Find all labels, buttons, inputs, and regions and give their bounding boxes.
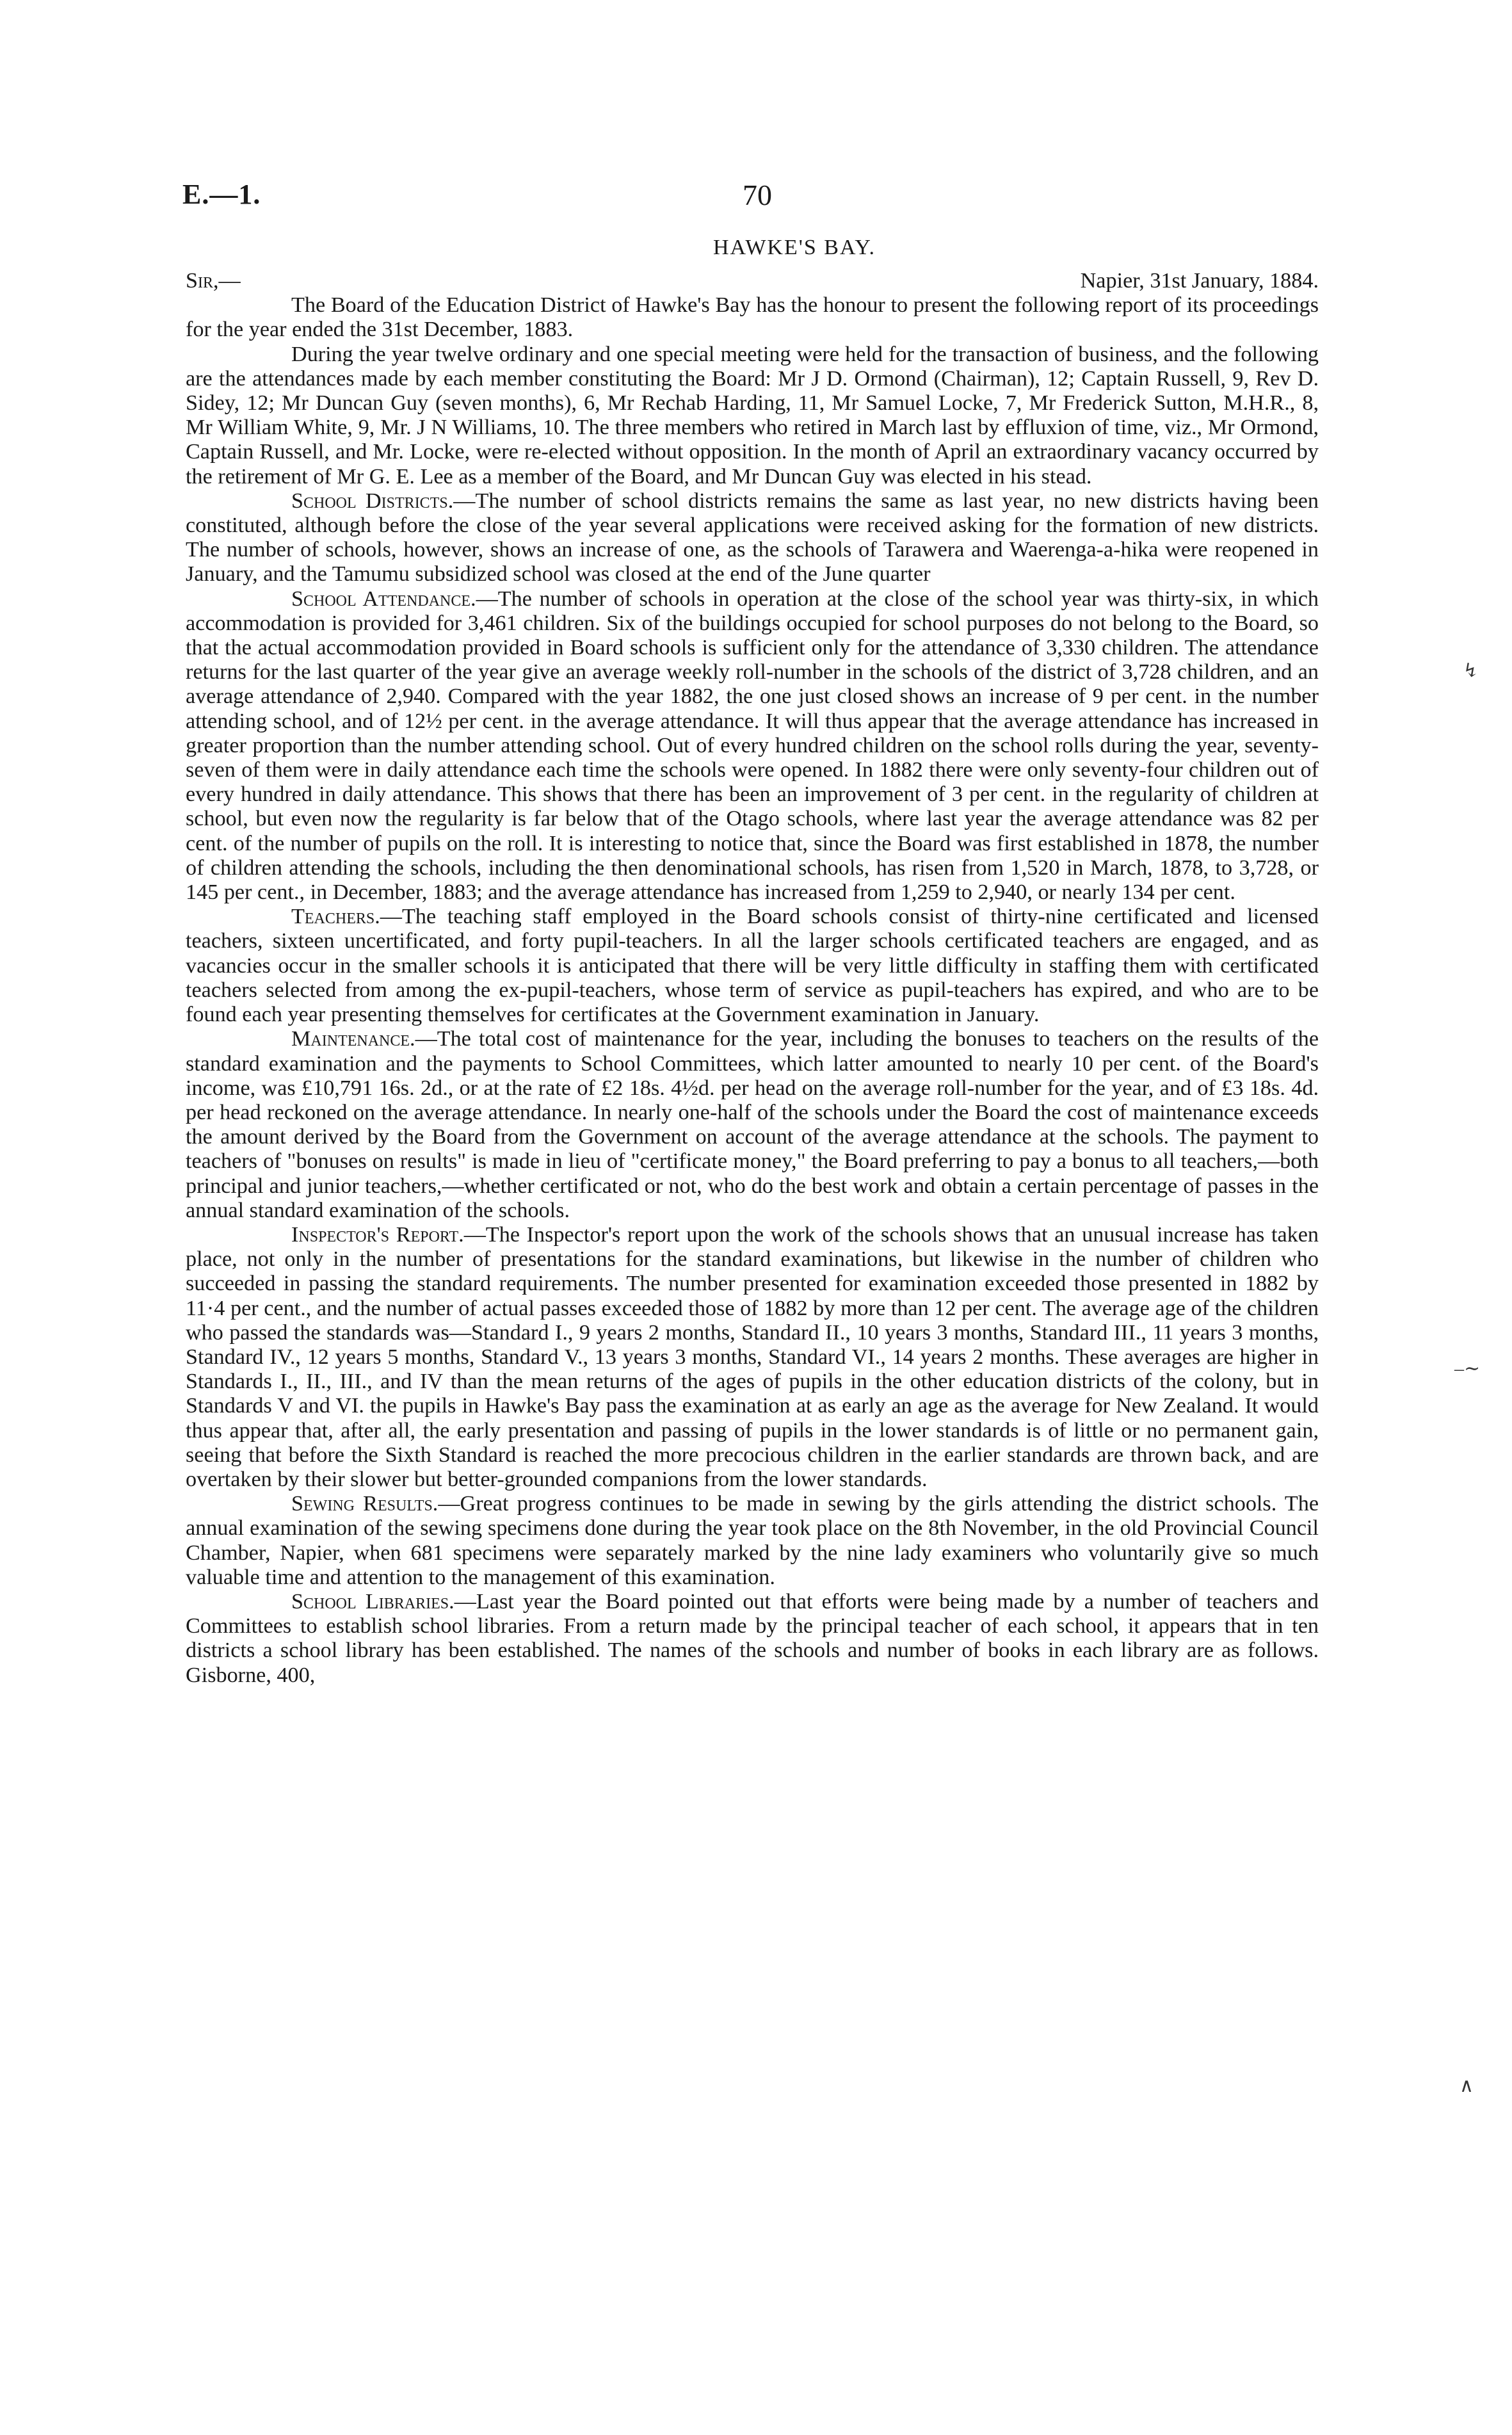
paragraph-text: —The number of schools in operation at the close of the school year was thirty-six, in which accommodation is provided for 3,461 children. Six of the buildings occupied for school purposes do not belong to the Board, so that the actual accommodation provided in Board schools is sufficient only for the attendance of 3,330 children. The attendance returns for the last quarter of the year give an average weekly roll-number in the schools of the district of 3,728 children, and an average attendance of 2,940. Compared with the year 1882, the one just closed shows an increase of 9 per cent. in the number attending school, and of 12½ per cent. in the average attendance. It will thus appear that the average attendance has increased in greater proportion than the number attending school. Out of every hundred children on the school rolls during the year, seventy-seven of them were in daily attendance each time the schools were opened. In 1882 there were only seventy-four children out of every hundred in daily attendance. This shows that there has been an improvement of 3 per cent. in the regularity of children at school, but even now the regularity is far below that of the Otago schools, where last year the average attendance was 82 per cent. of the number of pupils on the roll. It is interesting to notice that, since the Board was first established in 1878, the number of children attending the schools, including the then denominational schools, has risen from 1,520 in March, 1878, to 3,728, or 145 per cent., in December, 1883; and the average attendance has increased from 1,259 to 2,940, or nearly 134 per cent.: [186, 587, 1319, 905]
paragraph-maintenance: [186, 1027, 1319, 1223]
paragraph-text: —The total cost of maintenance for the year, including the bonuses to teachers on the results of the standard examination and the payments to School Committees, which latter amounted to nearly 10 per cent. of the Board's income, was £10,791 16s. 2d., or at the rate of £2 18s. 4½d. per head on the average roll-number for the year, and of £3 18s. 4d. per head reckoned on the average attendance. In nearly one-half of the schools under the Board the cost of maintenance exceeds the amount derived by the Board from the Government on account of the average attendance at the schools. The payment to teachers of "bonuses on results" is made in lieu of "certificate money," the Board preferring to pay a bonus to all teachers,—both principal and junior teachers,—whether certificated or not, who do the best work and obtain a certain percentage of passes in the annual standard examination of the schools.: [186, 1027, 1319, 1222]
paragraph-school-attendance: [186, 587, 1319, 905]
paragraph-heading: School Attendance.: [291, 587, 476, 611]
paragraph-meetings: [186, 343, 1319, 489]
paragraph-heading: Teachers.: [291, 905, 380, 929]
paragraph-text: —Last year the Board pointed out that efforts were being made by a number of teachers and Committees to establish school libraries. From a return made by the principal teacher of each school, it appears that in ten districts a school library has been established. The names of the schools and number of books in each library are as follows. Gisborne, 400,: [186, 1589, 1319, 1687]
paragraph-text: —Great progress continues to be made in sewing by the girls attending the district schools. The annual examination of the sewing specimens done during the year took place on the 8th November, in the old Provincial Council Chamber, Napier, when 681 specimens were separately marked by the nine lady examiners who voluntarily give so much valuable time and attention to the management of this examination.: [186, 1492, 1319, 1589]
paragraph-text: —The teaching staff employed in the Board schools consist of thirty-nine certificated and licensed teachers, sixteen uncertificated, and forty pupil-teachers. In all the larger schools certificated teachers are engaged, and as vacancies occur in the smaller schools it is anticipated that there will be very little difficulty in staffing them with certificated teachers selected from among the ex-pupil-teachers, whose term of service as pupil-teachers has expired, and who are to be found each year presenting themselves for certificates at the Government examination in January.: [186, 905, 1319, 1027]
paragraph-text: —The number of school districts remains the same as last year, no new districts having been constituted, although before the close of the year several applications were received asking for the formation of new districts. The number of schools, however, shows an increase of one, as the schools of Tarawera and Waerenga-a-hika were reopened in January, and the Tamumu subsidized school was closed at the end of the June quarter: [186, 489, 1319, 587]
margin-mark: –∼: [1454, 1358, 1481, 1379]
paragraph-text: During the year twelve ordinary and one special meeting were held for the transaction of business, and the following are the attendances made by each member constituting the Board: Mr J D. Ormond (Chairman), 12; Captain Russell, 9, Rev D. Sidey, 12; Mr Duncan Guy (seven months), 6, Mr Rechab Harding, 11, Mr Samuel Locke, 7, Mr Frederick Sutton, M.H.R., 8, Mr William White, 9, Mr. J N Williams, 10. The three members who retired in March last by effluxion of time, viz., Mr Ormond, Captain Russell, and Mr. Locke, were re-elected without opposition. In the month of April an extraordinary vacancy occurred by the retirement of Mr G. E. Lee as a member of the Board, and Mr Duncan Guy was elected in his stead.: [186, 342, 1319, 489]
paragraph-heading: Sewing Results.: [291, 1492, 438, 1516]
paragraph-school-districts: [186, 489, 1319, 587]
paragraph-text: —The Inspector's report upon the work of the schools shows that an unusual increase has taken place, not only in the number of presentations for the standard examinations, but likewise in the number of children who succeeded in passing the standard requirements. The number presented for examination exceeded those presented in 1882 by 11·4 per cent., and the number of actual passes exceeded those of 1882 by more than 12 per cent. The average age of the children who passed the standards was—Standard I., 9 years 2 months, Standard II., 10 years 3 months, Standard III., 11 years 3 months, Standard IV., 12 years 5 months, Standard V., 13 years 3 months, Standard VI., 14 years 2 months. These averages are higher in Standards I., II., III., and IV than the mean returns of the ages of pupils in the other education districts of the colony, but in Standards V and VI. the pupils in Hawke's Bay pass the examination at as early an age as the average for New Zealand. It would thus appear that, after all, the early presentation and passing of pupils in the lower standards is of little or no permanent gain, seeing that before the Sixth Standard is reached the more precocious children in the earlier standards are thrown back, and are overtaken by their slower but better-grounded companions from the lower standards.: [186, 1222, 1319, 1491]
margin-mark: ↯: [1463, 660, 1479, 681]
paragraph-inspectors-report: [186, 1223, 1319, 1492]
section-title: HAWKE'S BAY.: [712, 236, 876, 259]
place-date: Napier, 31st January, 1884.: [1080, 269, 1319, 293]
paragraph-teachers: [186, 905, 1319, 1027]
paragraph-heading: Maintenance.: [291, 1027, 415, 1051]
salutation-line: [186, 269, 1319, 293]
paragraph-sewing-results: [186, 1492, 1319, 1590]
paragraph-heading: School Districts.: [291, 489, 454, 513]
paragraph-intro: [186, 293, 1319, 342]
paragraph-heading: Inspector's Report.: [291, 1222, 464, 1247]
report-body: [186, 269, 1319, 1688]
paragraph-heading: School Libraries.: [291, 1589, 454, 1614]
margin-mark: ∧: [1460, 2075, 1474, 2096]
paragraph-school-libraries: [186, 1590, 1319, 1688]
salutation: Sir,—: [186, 269, 241, 293]
document-reference: E.—1.: [182, 179, 261, 210]
paragraph-text: The Board of the Education District of Hawke's Bay has the honour to present the following report of its proceedings for the year ended the 31st December, 1883.: [186, 293, 1319, 342]
page-number: 70: [743, 179, 772, 211]
